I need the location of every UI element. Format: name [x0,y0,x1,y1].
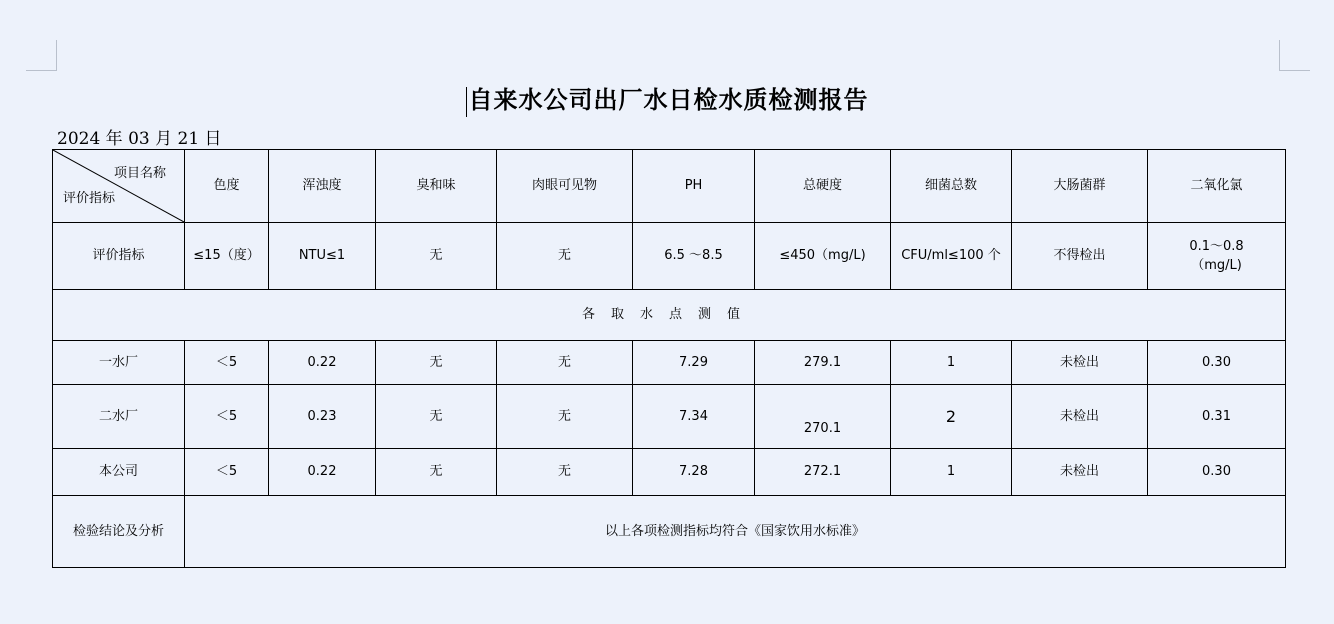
table-cell[interactable]: 0.22 [269,341,376,385]
table-cell[interactable]: 0.30 [1148,341,1286,385]
table-cell[interactable]: 0.30 [1148,449,1286,496]
standard-value[interactable]: 不得检出 [1012,223,1148,290]
table-cell[interactable]: ＜5 [185,449,269,496]
standard-value[interactable]: NTU≤1 [269,223,376,290]
text-cursor [466,87,467,117]
document-title-text[interactable]: 自来水公司出厂水日检水质检测报告 [468,85,869,114]
document-title[interactable] [0,80,1334,117]
page-corner-mark-top-right [1279,40,1310,71]
table-cell[interactable]: 未检出 [1012,385,1148,449]
column-header[interactable]: 二氧化氯 [1148,150,1286,223]
conclusion-row [53,496,1286,568]
row-label[interactable]: 检验结论及分析 [53,496,185,568]
table-cell[interactable]: 0.31 [1148,385,1286,449]
table-cell[interactable]: 未检出 [1012,449,1148,496]
table-cell[interactable]: 无 [376,449,497,496]
table-cell-value: 270.1 [803,420,842,436]
table-header-row [53,150,1286,223]
standard-value[interactable]: CFU/ml≤100 个 [891,223,1012,290]
table-cell[interactable]: 无 [497,449,633,496]
standard-value[interactable]: ≤15（度） [185,223,269,290]
table-cell[interactable] [891,385,1012,449]
table-cell[interactable]: 1 [891,341,1012,385]
standard-value[interactable]: 6.5 ～8.5 [633,223,755,290]
table-cell[interactable]: 7.34 [633,385,755,449]
row-label[interactable]: 一水厂 [53,341,185,385]
water-quality-table [52,149,1286,568]
table-cell[interactable] [755,385,891,449]
column-header[interactable]: 总硬度 [755,150,891,223]
corner-header-cell[interactable] [53,150,185,223]
table-cell[interactable]: 272.1 [755,449,891,496]
table-cell[interactable]: 0.23 [269,385,376,449]
standard-value[interactable]: 无 [497,223,633,290]
report-date[interactable]: 2024 年 03 月 21 日 [57,129,222,149]
table-cell[interactable]: 7.28 [633,449,755,496]
table-cell[interactable]: ＜5 [185,341,269,385]
section-row [53,290,1286,341]
conclusion-text[interactable]: 以上各项检测指标均符合《国家饮用水标准》 [185,496,1286,568]
column-header[interactable]: 大肠菌群 [1012,150,1148,223]
column-header[interactable]: 臭和味 [376,150,497,223]
table-row [53,341,1286,385]
table-cell[interactable]: 无 [376,341,497,385]
standard-value[interactable]: 0.1～0.8 （mg/L) [1148,223,1286,290]
table-cell-value: 2 [945,406,957,426]
row-label[interactable]: 评价指标 [53,223,185,290]
table-cell[interactable]: 未检出 [1012,341,1148,385]
page-corner-mark-top-left [26,40,57,71]
row-label[interactable]: 二水厂 [53,385,185,449]
table-cell[interactable]: 279.1 [755,341,891,385]
table-row [53,385,1286,449]
corner-header-top: 项目名称 [113,166,166,181]
standard-row [53,223,1286,290]
column-header[interactable]: 细菌总数 [891,150,1012,223]
standard-value[interactable]: 无 [376,223,497,290]
table-cell[interactable]: 7.29 [633,341,755,385]
column-header[interactable]: 色度 [185,150,269,223]
diagonal-divider [53,150,184,222]
section-label[interactable]: 各取水点测值 [53,290,1286,341]
table-cell[interactable]: 无 [497,385,633,449]
column-header[interactable]: 肉眼可见物 [497,150,633,223]
table-cell[interactable]: 无 [497,341,633,385]
standard-value[interactable]: ≤450（mg/L) [755,223,891,290]
table-cell[interactable]: 0.22 [269,449,376,496]
column-header[interactable]: PH [633,150,755,223]
column-header[interactable]: 浑浊度 [269,150,376,223]
table-cell[interactable]: 1 [891,449,1012,496]
corner-header-bottom: 评价指标 [63,191,116,206]
table-row [53,449,1286,496]
table-cell[interactable]: 无 [376,385,497,449]
row-label[interactable]: 本公司 [53,449,185,496]
table-cell[interactable]: ＜5 [185,385,269,449]
